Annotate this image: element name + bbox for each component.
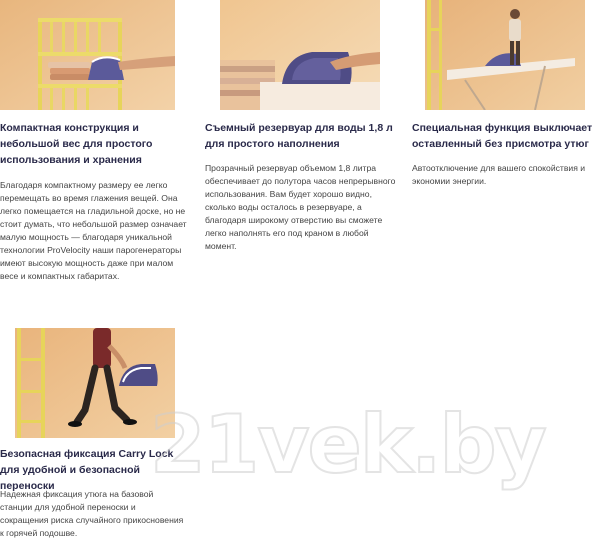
feature-2-title: Съемный резервуар для воды 1,8 л для простого наполнения (205, 122, 393, 150)
site-watermark: 21vek.by (150, 398, 545, 491)
feature-2-description: Прозрачный резервуар объемом 1,8 литра обеспечивает до полутора часов непрерывного использования. Вам будет хорошо видно, сколько воды осталось в резервуаре, а благодаря широкому отверстию вы сможете легко наполнять его под краном в любой момент. (205, 163, 396, 251)
auto-off-illustration (425, 0, 585, 110)
feature-3-description: Автоотключение для вашего спокойствия и экономии энергии. (412, 163, 586, 186)
carry-lock-illustration (15, 328, 175, 438)
feature-4-photo (15, 328, 175, 438)
feature-1-title: Компактная конструкция и небольшой вес для простого использования и хранения (0, 122, 153, 166)
feature-4-title: Безопасная фиксация Carry Lock для удобной и безопасной переноски (0, 448, 174, 492)
shelf-iron-illustration (0, 0, 175, 110)
feature-3-title: Специальная функция выключает оставленный без присмотра утюг (412, 122, 593, 150)
water-tank-illustration (220, 0, 380, 110)
feature-1-description: Благодаря компактному размеру ее легко перемещать во время глажения вещей. Она легко помещается на гладильной доске, но не стоит думать, что небольшой размер означает малую мощность — благодаря уникальной технологии ProVelocity наши парогенераторы имеют высокую мощность даже при малом весе и компактных габаритах. (0, 180, 187, 281)
feature-4-description: Надежная фиксация утюга на базовой станции для удобной переноски и сокращения риска случайного прикосновения к горячей подошве. (0, 489, 184, 538)
feature-1-photo (0, 0, 175, 110)
feature-3-photo (425, 0, 585, 110)
feature-2-photo (220, 0, 380, 110)
